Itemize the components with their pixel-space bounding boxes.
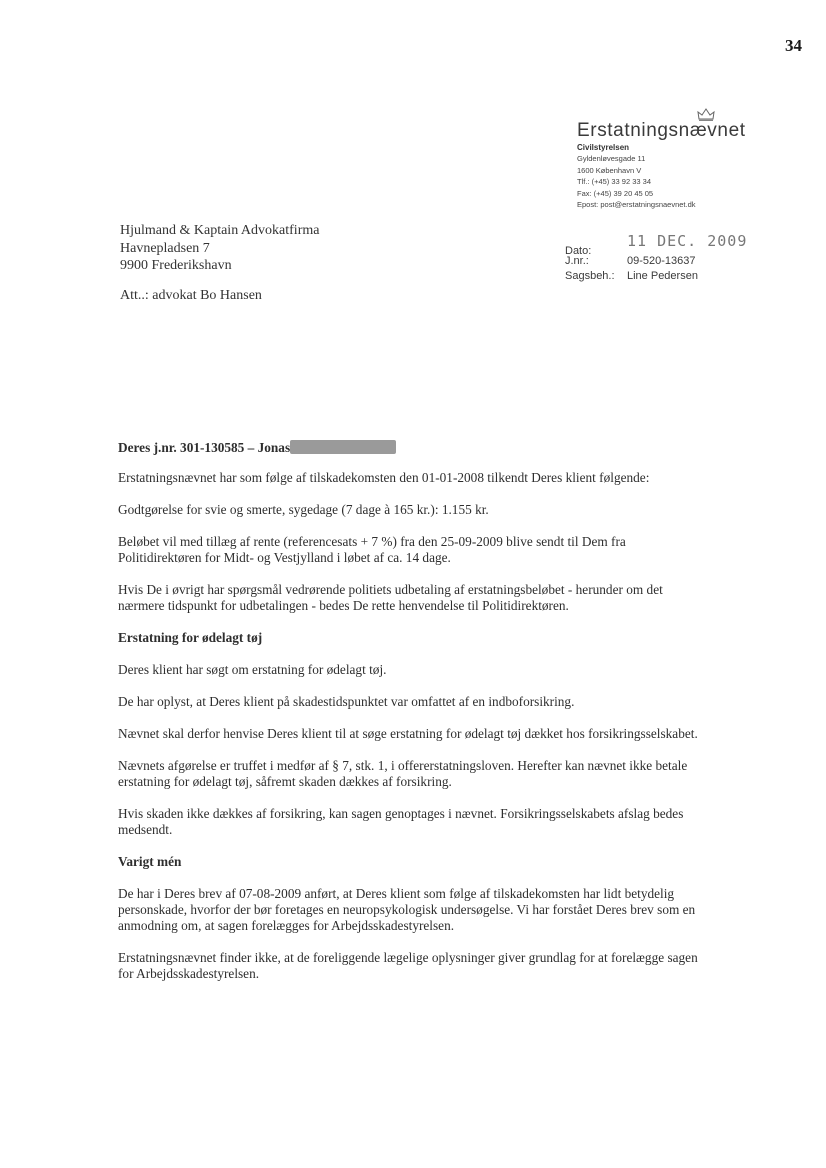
org-phone: Tlf.: (+45) 33 92 33 34 (577, 177, 652, 187)
org-address-street: Gyldenløvesgade 11 (577, 154, 646, 163)
recipient-attention: Att..: advokat Bo Hansen (120, 288, 262, 303)
reference-text: Deres j.nr. 301-130585 – Jonas (118, 440, 291, 455)
org-address-city: 1600 København V (577, 165, 642, 175)
letterhead (577, 108, 797, 211)
jnr-value: 09-520-13637 (627, 255, 696, 267)
paragraph-award: Erstatningsnævnet har som følge af tilskadekomsten den 01-01-2008 tilkendt Deres klient følgende: (118, 470, 650, 485)
paragraph-injury-request: De har i Deres brev af 07-08-2009 anført, at Deres klient som følge af tilskadekomsten har lidt betydelig personskade, hvorfor der bør foretages en neuropsykologisk undersøgelse. Vi har forstået Deres brev som en anmodning om, at sagen forelægges for Arbejdsskadestyrelsen. (118, 886, 696, 933)
date-label: Dato: (565, 245, 592, 257)
paragraph-clothes-claim: Deres klient har søgt om erstatning for ødelagt tøj. (118, 662, 387, 677)
heading-permanent-injury: Varigt mén (118, 854, 182, 869)
recipient-street: Havnepladsen 7 (120, 240, 210, 256)
paragraph-reopen: Hvis skaden ikke dækkes af forsikring, kan sagen genoptages i nævnet. Forsikringsselskabets afslag bedes medsendt. (118, 806, 684, 837)
org-subtitle: Civilstyrelsen (577, 143, 630, 152)
paragraph-payment: Beløbet vil med tillæg af rente (referencesats + 7 %) fra den 25-09-2009 blive sendt til Dem fra Politidirektøren for Midt- og Vestjylland i løbet af ca. 14 dage. (118, 534, 626, 565)
date-row (565, 232, 748, 257)
reference-line (118, 440, 698, 456)
paragraph-decision: Erstatningsnævnet finder ikke, at de foreliggende lægelige oplysninger giver grundlag for at forelægge sagen for Arbejdsskadestyrelsen. (118, 950, 698, 981)
case-handler-label: Sagsbeh.: (565, 270, 615, 282)
org-name: Erstatningsnævnet (577, 120, 746, 141)
jnr-label: J.nr.: (565, 255, 589, 267)
redaction-bar (290, 440, 396, 454)
paragraph-legal-basis: Nævnets afgørelse er truffet i medfør af § 7, stk. 1, i offererstatningsloven. Herefter kan nævnet ikke betale erstatning for ødelagt tøj, såfremt skaden dækkes af forsikring. (118, 758, 688, 789)
case-handler-value: Line Pedersen (627, 270, 698, 282)
heading-damaged-clothes: Erstatning for ødelagt tøj (118, 630, 263, 645)
page-number: 34 (785, 36, 802, 55)
recipient-city: 9900 Frederikshavn (120, 258, 232, 273)
paragraph-referral: Nævnet skal derfor henvise Deres klient til at søge erstatning for ødelagt tøj dækket hos forsikringsselskabet. (118, 726, 698, 741)
crown-icon (697, 108, 715, 121)
paragraph-compensation: Godtgørelse for svie og smerte, sygedage (7 dage à 165 kr.): 1.155 kr. (118, 502, 489, 517)
org-email: Epost: post@erstatningsnaevnet.dk (577, 200, 696, 210)
case-handler-row (565, 270, 747, 285)
jnr-row (565, 255, 747, 270)
paragraph-questions: Hvis De i øvrigt har spørgsmål vedrørende politiets udbetaling af erstatningsbeløbet - herunder om det nærmere tidspunkt for udbetalingen - bedes De rette henvendelse til Politidirektøren. (118, 582, 663, 613)
letter-meta (565, 232, 748, 285)
recipient-firm: Hjulmand & Kaptain Advokatfirma (120, 223, 320, 238)
recipient-address (120, 222, 319, 275)
org-fax: Fax: (+45) 39 20 45 05 (577, 188, 654, 198)
paragraph-insurance: De har oplyst, at Deres klient på skadestidspunktet var omfattet af en indboforsikring. (118, 694, 575, 709)
letter-body (118, 440, 698, 998)
date-stamp: 11 DEC. 2009 (627, 232, 748, 250)
